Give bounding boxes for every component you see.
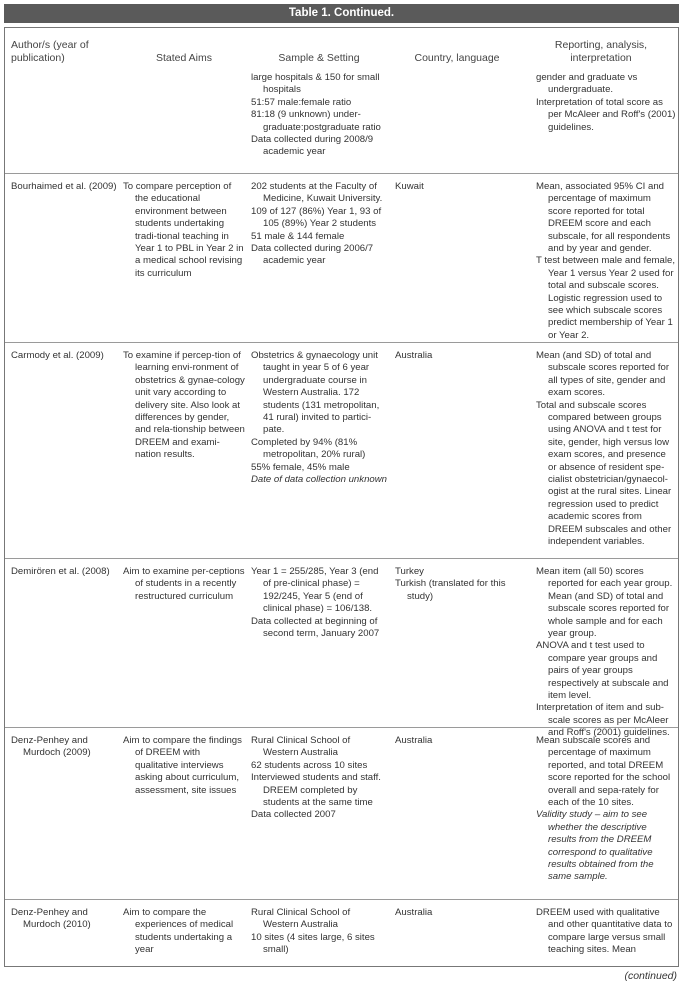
sample-line: 202 students at the Faculty of Medicine, Kuwait University. — [251, 181, 383, 205]
author-cell: Bourhaimed et al. (2009) — [11, 181, 117, 192]
sample-line: Data collected 2007 — [251, 809, 336, 821]
sample-line: Year 1 = 255/285, Year 3 (end of pre-clinical phase) = 192/245, Year 5 (end of clinical phase) = 106/138. — [251, 566, 379, 615]
reporting-line: Interpretation of total score as per McAleer and Roff's (2001) guidelines. — [536, 96, 676, 133]
sample-line: 10 sites (4 sites large, 6 sites small) — [251, 931, 375, 956]
country-line: Turkish (translated for this study) — [395, 578, 506, 602]
reporting-line: gender and graduate vs undergraduate. — [536, 72, 638, 96]
country-cell: Australia — [395, 735, 433, 746]
reporting-cell — [536, 181, 676, 342]
reporting-line: Mean subscale scores and percentage of maximum reported, and total DREEM score reported for the school overall and sepa-rately for each of the 10 sites. — [536, 735, 671, 809]
sample-line: 109 of 127 (86%) Year 1, 93 of 105 (89%) Year 2 students — [251, 205, 382, 230]
table-title: Table 1. Continued. — [4, 4, 679, 23]
table-row — [5, 173, 678, 347]
table-row — [5, 899, 678, 965]
reporting-line: Total and subscale scores compared between groups using ANOVA and t test for site, gender, high versus low exam scores, and presence or absence of resident spe-cialist obstetrician/gynaecol-ogist at the rural sites. Linear regression used to predict academic scores from DREEM subscales and other independent variables. — [536, 399, 672, 548]
sample-line: Data collected during 2006/7 academic year — [251, 243, 374, 267]
sample-line: Data collected at beginning of second term, January 2007 — [251, 615, 380, 640]
table — [4, 27, 679, 967]
header-sample: Sample & Setting — [278, 52, 360, 64]
aims-cell: To examine if percep-tion of learning envi-ronment of obstetrics & gynae-cology unit vary according to delivery site. Also look at differences by gender, and rela-tionship between DREEM and exami-nation results. — [123, 350, 245, 461]
sample-cell — [251, 907, 387, 957]
sample-line: Interviewed students and staff. DREEM completed by students at the same time — [251, 772, 381, 809]
sample-line: Date of data collection unknown — [251, 474, 387, 486]
sample-line: Completed by 94% (81% metropolitan, 20% rural) — [251, 436, 366, 461]
sample-line: 51:57 male:female ratio — [251, 96, 352, 108]
author-cell: Denz-Penhey and Murdoch (2009) — [11, 735, 91, 759]
sample-cell — [251, 566, 387, 640]
sample-line: 62 students across 10 sites — [251, 759, 368, 771]
country-cell: Kuwait — [395, 181, 424, 192]
reporting-line: Interpretation of item and sub-scale scores as per McAleer and Roff's (2001) guidelines. — [536, 702, 670, 739]
table-row — [5, 342, 678, 573]
sample-cell — [251, 181, 387, 268]
continued-label: (continued) — [624, 970, 677, 982]
reporting-line: DREEM used with qualitative and other quantitative data to compare large versus small teaching sites. Mean — [536, 907, 673, 956]
reporting-line: T test between male and female, Year 1 versus Year 2 used for total and subscale scores. Logistic regression used to see which subscale scores predict membership of Year 1 or Year 2. — [536, 255, 676, 341]
sample-line: Rural Clinical School of Western Australia — [251, 907, 351, 931]
header-reporting: Reporting, analysis, interpretation — [554, 39, 648, 64]
aims-cell: Aim to compare the findings of DREEM with qualitative interviews asking about curriculum, assessment, site issues — [123, 735, 242, 796]
sample-line: Rural Clinical School of Western Australia — [251, 735, 351, 759]
table-row — [5, 727, 678, 895]
sample-cell — [251, 350, 387, 486]
country-cell: Australia — [395, 907, 433, 918]
reporting-line: Validity study – aim to see whether the descriptive results from the DREEM correspond to qualitative results obtained from the same sample. — [536, 809, 654, 883]
header-country: Country, language — [414, 52, 500, 64]
aims-cell: Aim to compare the experiences of medical students undertaking a year — [123, 907, 234, 956]
sample-cell — [251, 735, 387, 822]
sample-line: 81:18 (9 unknown) under-graduate:postgraduate ratio — [251, 109, 381, 133]
reporting-cell — [536, 566, 676, 740]
reporting-line: Mean item (all 50) scores reported for each year group. Mean (and SD) of total and subscale scores reported for whole sample and for each year group. — [536, 566, 673, 640]
sample-line: large hospitals & 150 for small hospitals — [251, 72, 380, 96]
sample-line: Obstetrics & gynaecology unit taught in year 5 of 6 year undergraduate course in Western Australia. 172 students (131 metropolitan, 41 rural) invited to partici-pate. — [251, 350, 380, 436]
sample-line: 51 male & 144 female — [251, 230, 345, 242]
aims-cell: To compare perception of the educational environment between students undertaking tradi-tional teaching in Year 1 to PBL in Year 2 in a medical school revising its curriculum — [123, 181, 244, 279]
reporting-line: ANOVA and t test used to compare year groups and pairs of year groups respectively at subscale and item level. — [536, 640, 669, 702]
reporting-cell — [536, 72, 676, 134]
reporting-cell — [536, 735, 676, 884]
sample-line: Data collected during 2008/9 academic year — [251, 134, 374, 158]
reporting-line: Mean (and SD) of total and subscale scores reported for all types of site, gender and exam scores. — [536, 350, 670, 399]
sample-cell — [251, 72, 387, 159]
country-line: Turkey — [395, 566, 424, 577]
country-cell — [395, 566, 533, 603]
reporting-line: Mean, associated 95% CI and percentage of maximum score reported for total DREEM score and each subscale, for all respondents and by year and gender. — [536, 181, 671, 255]
aims-cell: Aim to examine per-ceptions of students in a recently restructured curriculum — [123, 566, 245, 602]
sample-line: 55% female, 45% male — [251, 461, 350, 473]
table-row — [5, 558, 678, 739]
country-cell: Australia — [395, 350, 433, 361]
author-cell: Demirören et al. (2008) — [11, 566, 110, 577]
reporting-cell — [536, 350, 676, 549]
header-author: Author/s (year of publication) — [11, 39, 89, 64]
header-aims: Stated Aims — [155, 52, 213, 64]
author-cell: Carmody et al. (2009) — [11, 350, 104, 361]
reporting-cell — [536, 907, 676, 957]
author-cell: Denz-Penhey and Murdoch (2010) — [11, 907, 91, 931]
